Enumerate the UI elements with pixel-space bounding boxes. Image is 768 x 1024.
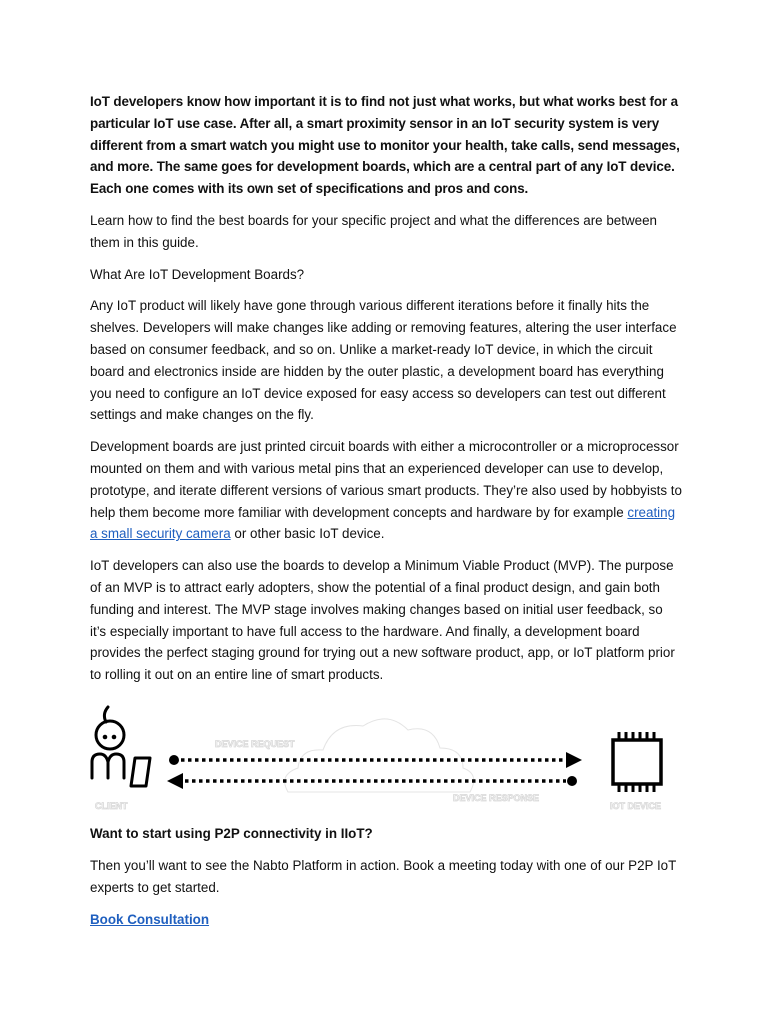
p2p-diagram (88, 700, 678, 815)
intro-paragraph: IoT developers know how important it is to find not just what works, but what works best for a particular IoT use case. After all, a smart proximity sensor in an IoT security system is very different from a smart watch you might use to monitor your health, take calls, send messages, and more. The same goes for development boards, which are a central part of any IoT device. Each one comes with its own set of specifications and pros and cons. (90, 94, 680, 197)
lead-paragraph: Learn how to find the best boards for your specific project and what the differences are between them in this guide. (90, 212, 657, 250)
cta-text: Then you’ll want to see the Nabto Platform in action. Book a meeting today with one of our P2P IoT experts to get started. (90, 858, 677, 895)
paragraph-1: Any IoT product will likely have gone through various different iterations before it finally hits the shelves. Developers will make changes like adding or removing features, altering the user interface based on consumer feedback, and so on. Unlike a market-ready IoT device, in which the circuit board and electronics inside are hidden by the outer plastic, a development board has everything you need to configure an IoT device exposed for easy access so developers can test out different settings and make changes on the fly. (90, 298, 677, 423)
article (90, 91, 682, 696)
cta-heading: Want to start using P2P connectivity in IIoT? (90, 826, 373, 841)
book-consultation-link[interactable]: Book Consultation (90, 912, 210, 927)
section-heading: What Are IoT Development Boards? (90, 266, 305, 282)
device-label: IOT DEVICE (610, 801, 662, 811)
security-camera-link[interactable]: creating a small security camera (90, 504, 676, 542)
paragraph-3: IoT developers can also use the boards to develop a Minimum Viable Product (MVP). The purpose of an MVP is to attract early adopters, show the potential of a final product design, and gain both funding and interest. The MVP stage involves making changes based on initial user feedback, so it’s especially important to have full access to the hardware. And finally, a development board provides the perfect staging ground for trying out a new software product, app, or IoT platform prior to rolling it out on an entire line of smart products. (90, 558, 675, 683)
person-icon (92, 707, 124, 778)
client-label: CLIENT (95, 801, 128, 811)
paragraph-2-text-a: Development boards are just printed circuit boards with either a microcontroller or a microprocessor mounted on them and with various metal pins that an experienced developer can use to develop, prototype, and iterate different versions of various smart products. They’re also used by hobbyists to help them become more familiar with development concepts and hardware by for example (90, 439, 682, 520)
request-label: DEVICE REQUEST (215, 739, 295, 749)
paragraph-2-text-b: or other basic IoT device. (230, 526, 385, 542)
response-label: DEVICE RESPONSE (453, 793, 540, 803)
paragraph-2 (90, 436, 682, 545)
chip-icon (613, 732, 661, 792)
phone-icon (131, 758, 150, 786)
